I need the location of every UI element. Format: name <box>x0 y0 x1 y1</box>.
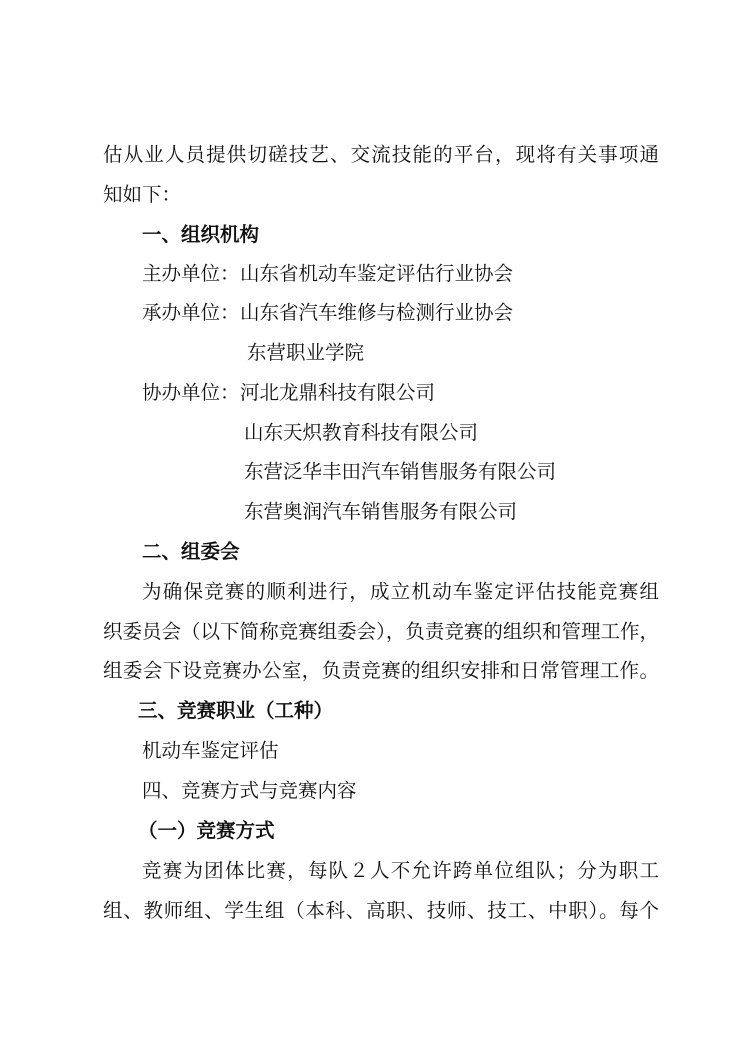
co-organizer-name-3: 东营泛华丰田汽车销售服务有限公司 <box>244 460 557 483</box>
section-4-sub-1-line-1: 竞赛为团体比赛，每队２人不允许跨单位组队；分为职工 <box>142 859 659 882</box>
host-label: 主办单位： <box>142 262 240 285</box>
organizer-label: 承办单位： <box>142 301 240 324</box>
section-2-heading: 二、组委会 <box>142 540 240 563</box>
section-4-sub-1-line-2: 组、教师组、学生组（本科、高职、技师、技工、中职）。每个 <box>103 899 659 922</box>
section-1-heading: 一、组织机构 <box>142 223 260 246</box>
section-3-content: 机动车鉴定评估 <box>142 739 279 762</box>
co-organizer-label: 协办单位： <box>142 381 240 404</box>
intro-line-1: 估从业人员提供切磋技艺、交流技能的平台，现将有关事项通 <box>103 143 659 166</box>
organizer-name-1: 山东省汽车维修与检测行业协会 <box>240 301 514 324</box>
host-name: 山东省机动车鉴定评估行业协会 <box>240 262 514 285</box>
co-organizer-name-4: 东营奥润汽车销售服务有限公司 <box>244 500 518 523</box>
section-4-sub-1-heading: （一）竞赛方式 <box>138 819 275 842</box>
organizer-name-2: 东营职业学院 <box>247 341 365 364</box>
co-organizer-name-1: 河北龙鼎科技有限公司 <box>240 381 436 404</box>
co-organizer-name-2: 山东天炽教育科技有限公司 <box>244 421 479 444</box>
section-4-heading: 四、竞赛方式与竞赛内容 <box>142 779 357 802</box>
intro-line-2: 知如下： <box>103 183 182 206</box>
section-2-line-3: 组委会下设竞赛办公室，负责竞赛的组织安排和日常管理工作。 <box>103 659 659 682</box>
section-3-heading: 三、竞赛职业（工种） <box>138 699 334 722</box>
section-2-line-2: 织委员会（以下简称竞赛组委会），负责竞赛的组织和管理工作， <box>103 620 659 643</box>
section-2-line-1: 为确保竞赛的顺利进行，成立机动车鉴定评估技能竞赛组 <box>142 580 659 603</box>
